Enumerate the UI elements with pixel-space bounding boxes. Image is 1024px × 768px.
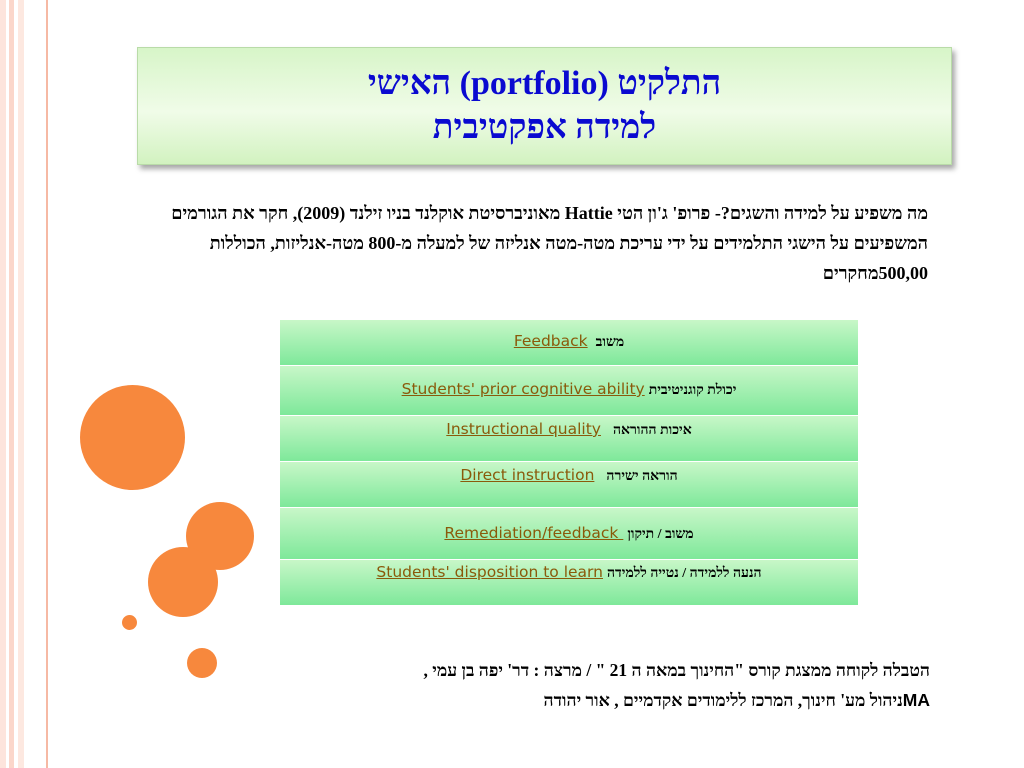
row-link-feedback[interactable]: Feedback [513,332,588,350]
decor-circle-small [122,615,137,630]
title-line-2: למידה אפקטיבית [432,109,657,146]
row-label-he: הנעה ללמידה / נטייה ללמידה [606,566,762,581]
decor-circle-medium-2 [148,547,218,617]
decor-circle-bullet [187,648,217,678]
row-label-he: הוראה ישירה [606,469,678,484]
table-row [280,416,858,462]
row-label-he: איכות ההוראה [612,423,692,438]
row-label-he: משוב [595,335,625,350]
table-row [280,560,858,606]
degree-label: MA [902,690,930,710]
source-line-2 [222,685,930,715]
row-label-he: משוב / תיקון [627,527,694,542]
source-line-1: הטבלה לקוחה ממצגת קורס "החינוך במאה ה 21 " / מרצה : דר' יפה בן עמי , [423,660,930,680]
table-row [280,508,858,560]
row-link-direct-instruction[interactable]: Direct instruction [460,466,595,484]
table-row [280,366,858,416]
factors-table [280,320,858,606]
title-line-1: התלקיט (portfolio) האישי [367,65,722,102]
decor-circle-large [80,385,185,490]
source-line-2-text: ניהול מע' חינוך, המרכז ללימודים אקדמיים , אור יהודה [543,690,903,710]
row-link-prior-ability[interactable]: Students' prior cognitive ability [401,380,645,398]
table-row [280,462,858,508]
title-box [137,47,952,165]
intro-paragraph: מה משפיע על למידה והשגים?- פרופ' ג'ון הטי Hattie מאוניברסיטת אוקלנד בניו זילנד (2009), חקר את הגורמים המשפיעים על הישגי התלמידים על ידי עריכת מטה-מטה אנליזה של למעלה מ-800 מטה-אנליזות, הכוללות 500,00מחקרים [171,203,928,283]
table-row [280,320,858,366]
row-link-instructional-quality[interactable]: Instructional quality [446,420,601,438]
row-link-disposition[interactable]: Students' disposition to learn [376,563,603,581]
left-rule [46,0,48,768]
row-link-remediation[interactable]: Remediation/feedback [444,524,624,542]
source-note [222,655,930,715]
left-stripes [0,0,35,768]
row-label-he: יכולת קוגניטיבית [648,383,737,398]
